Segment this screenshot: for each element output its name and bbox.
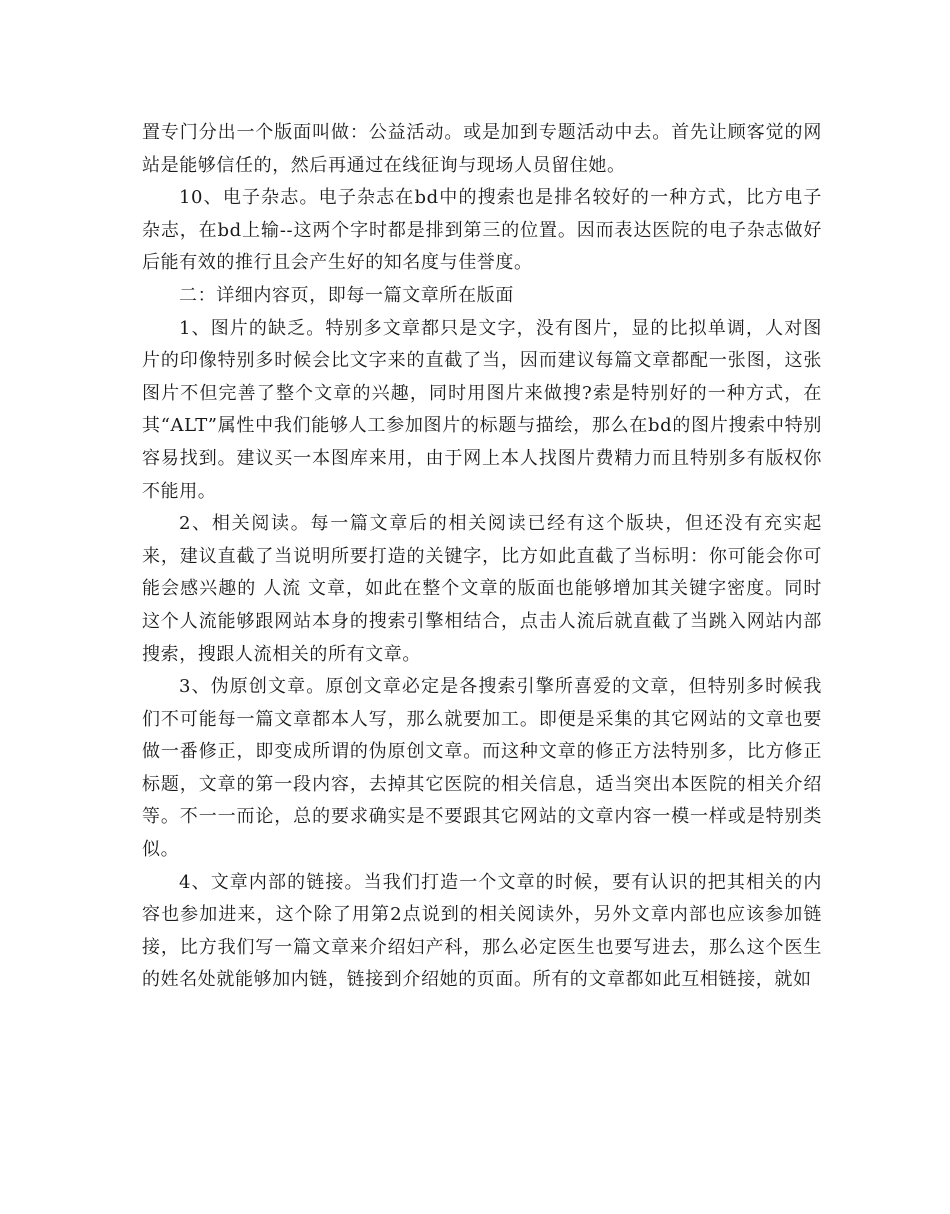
section-heading-detail-page: 二：详细内容页，即每一篇文章所在版面 bbox=[179, 284, 514, 306]
paragraph-electronic-magazine: 10、电子杂志。电子杂志在bd中的搜索也是排名较好的一种方式，比方电子杂志，在bd上输--这两个字时都是排到第三的位置。因而表达医院的电子杂志做好后能有效的推行且会产生好的知名度与佳誉度。 bbox=[142, 187, 822, 274]
paragraph-related-reading: 2、相关阅读。每一篇文章后的相关阅读已经有这个版块，但还没有充实起来，建议直截了当说明所要打造的关键字，比方如此直截了当标明：你可能会你可能会感兴趣的 人流 文章，如此在整个文章的版面也能够增加其关键字密度。同时这个人流能够跟网站本身的搜索引擎相结合，点击人流后就直截了当跳入网站内部搜索，搜跟人流相关的所有文章。 bbox=[142, 513, 822, 665]
document-body bbox=[142, 117, 822, 997]
paragraph-pseudo-original: 3、伪原创文章。原创文章必定是各搜索引擎所喜爱的文章，但特别多时候我们不可能每一篇文章都本人写，那么就要加工。即便是采集的其它网站的文章也要做一番修正，即变成所谓的伪原创文章。而这种文章的修正方法特别多，比方修正标题，文章的第一段内容，去掉其它医院的相关信息，适当突出本医院的相关介绍等。不一一而论，总的要求确实是不要跟其它网站的文章内容一模一样或是特别类似。 bbox=[142, 676, 822, 861]
paragraph-internal-links: 4、文章内部的链接。当我们打造一个文章的时候，要有认识的把其相关的内容也参加进来，这个除了用第2点说到的相关阅读外，另外文章内部也应该参加链接，比方我们写一篇文章来介绍妇产科，那么必定医生也要写进去，那么这个医生的姓名处就能够加内链，链接到介绍她的页面。所有的文章都如此互相链接，就如 bbox=[142, 871, 822, 991]
paragraph-lack-of-images: 1、图片的缺乏。特别多文章都只是文字，没有图片，显的比拟单调，人对图片的印像特别多时候会比文字来的直截了当，因而建议每篇文章都配一张图，这张图片不但完善了整个文章的兴趣，同时用图片来做搜?索是特别好的一种方式，在其“ALT”属性中我们能够人工参加图片的标题与描绘，那么在bd的图片搜索中特别容易找到。建议买一本图库来用，由于网上本人找图片费精力而且特别多有版权你不能用。 bbox=[142, 317, 822, 502]
paragraph-continuation: 置专门分出一个版面叫做：公益活动。或是加到专题活动中去。首先让顾客觉的网站是能够信任的，然后再通过在线征询与现场人员留住她。 bbox=[142, 122, 822, 176]
